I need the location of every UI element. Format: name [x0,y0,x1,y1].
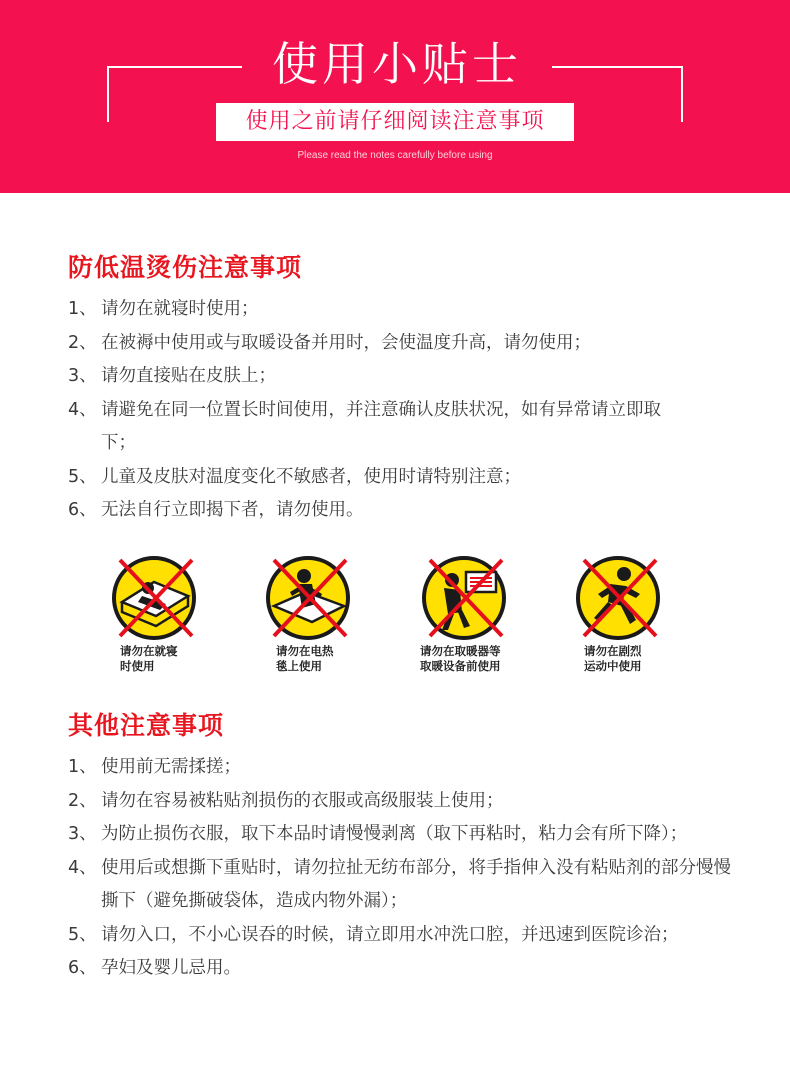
warning-caption: 请勿在剧烈 运动中使用 [584,644,642,673]
banner-subtitle: 使用之前请仔细阅读注意事项 [216,103,574,141]
warning-caption: 请勿在就寝 时使用 [120,644,178,673]
warning-no-electric-blanket [262,552,432,682]
list-item: 1、 使用前无需揉搓； [68,757,241,777]
banner-note: Please read the notes carefully before using [297,150,493,161]
list-item: 2、 在被褥中使用或与取暖设备并用时，会使温度升高，请勿使用； [68,332,591,353]
list-item: 3、 为防止损伤衣服，取下本品时请慢慢剥离（取下再粘时，粘力会有所下降）； [68,824,688,844]
no-electric-blanket-icon [262,552,354,644]
header-banner [0,0,790,193]
no-exercise-icon [572,552,664,644]
warning-icons [0,552,790,682]
list-item: 4、 请避免在同一位置长时间使用，并注意确认皮肤状况，如有异常请立即取下； [68,399,661,453]
list-item: 3、 请勿直接贴在皮肤上； [68,366,276,386]
list-item: 6、 无法自行立即揭下者，请勿使用。 [68,500,364,520]
warning-caption: 请勿在取暖器等 取暖设备前使用 [420,644,501,673]
list-item: 5、 请勿入口，不小心误吞的时候，请立即用水冲洗口腔，并迅速到医院诊治； [68,924,679,945]
section-title-other-notes: 其他注意事项 [68,711,225,740]
page-title: 使用小贴士 [272,37,522,91]
warning-caption: 请勿在电热 毯上使用 [276,644,334,673]
low-temp-burn-list [68,293,748,528]
warning-no-exercise [572,552,742,682]
list-item: 4、 使用后或想撕下重贴时，请勿拉扯无纺布部分，将手指伸入没有粘贴剂的部分慢慢撕下（避免撕破袋体，造成内物外漏）； [68,857,731,911]
no-heater-icon [418,552,510,644]
list-item: 6、 孕妇及婴儿忌用。 [68,958,241,978]
list-item: 5、 儿童及皮肤对温度变化不敏感者，使用时请特别注意； [68,466,521,487]
no-sleeping-icon [108,552,200,644]
section-title-low-temp-burn: 防低温烫伤注意事项 [68,253,303,282]
warning-no-heater [418,552,588,682]
list-item: 2、 请勿在容易被粘贴剂损伤的衣服或高级服装上使用； [68,790,504,811]
list-item: 1、 请勿在就寝时使用； [68,299,259,319]
warning-no-sleeping [108,552,278,682]
other-notes-list [68,751,748,986]
